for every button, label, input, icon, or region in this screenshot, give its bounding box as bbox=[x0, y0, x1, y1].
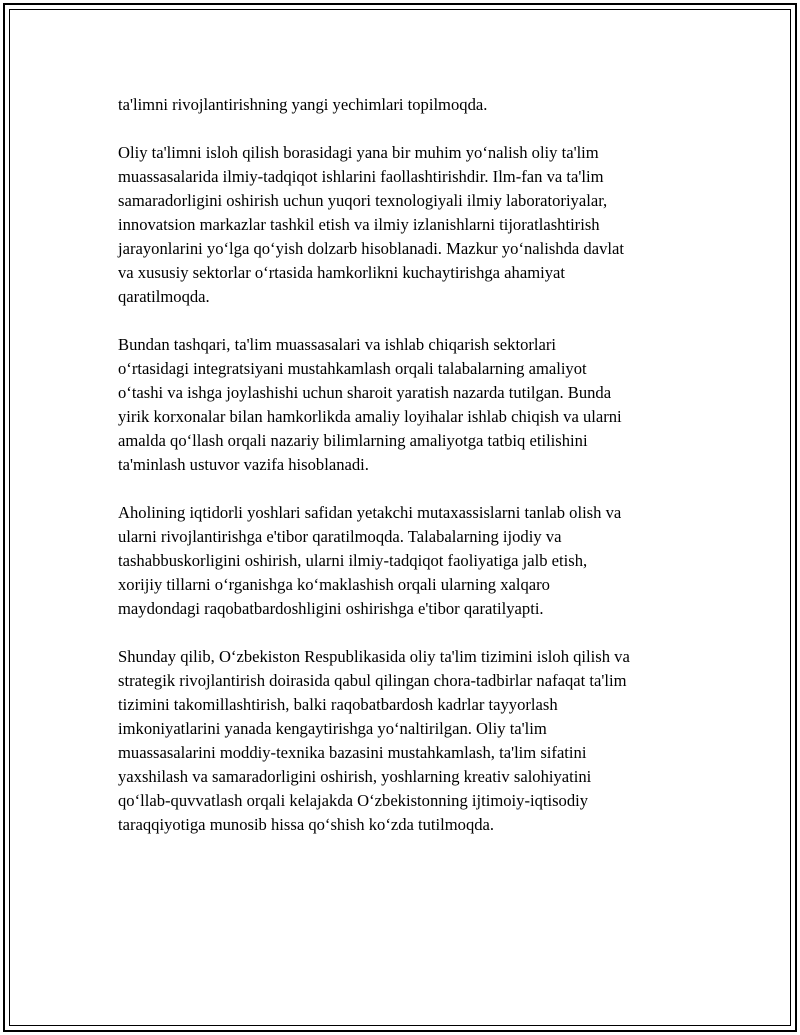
text-line: o‘rtasidagi integratsiyani mustahkamlash orqali talabalarning amaliyot bbox=[118, 359, 587, 378]
paragraph-2 bbox=[118, 141, 688, 309]
text-line: samaradorligini oshirish uchun yuqori texnologiyali ilmiy laboratoriyalar, bbox=[118, 191, 608, 210]
text-line: qo‘llab-quvvatlash orqali kelajakda O‘zbekistonning ijtimoiy-iqtisodiy bbox=[118, 791, 589, 810]
text-line: Bundan tashqari, ta'lim muassasalari va ishlab chiqarish sektorlari bbox=[118, 335, 557, 354]
text-line: va xususiy sektorlar o‘rtasida hamkorlikni kuchaytirishga ahamiyat bbox=[118, 263, 565, 282]
text-line: ularni rivojlantirishga e'tibor qaratilmoqda. Talabalarning ijodiy va bbox=[118, 527, 562, 546]
text-line: strategik rivojlantirish doirasida qabul qilingan chora-tadbirlar nafaqat ta'lim bbox=[118, 671, 627, 690]
paragraph-5 bbox=[118, 645, 688, 837]
text-line: taraqqiyotiga munosib hissa qo‘shish ko‘zda tutilmoqda. bbox=[118, 815, 495, 834]
text-line: Aholining iqtidorli yoshlari safidan yetakchi mutaxassislarni tanlab olish va bbox=[118, 503, 622, 522]
paragraph-3 bbox=[118, 333, 688, 477]
text-line: tizimini takomillashtirish, balki raqobatbardosh kadrlar tayyorlash bbox=[118, 695, 558, 714]
text-line: qaratilmoqda. bbox=[118, 287, 210, 306]
text-line: xorijiy tillarni o‘rganishga ko‘maklashish orqali ularning xalqaro bbox=[118, 575, 550, 594]
paragraph-4 bbox=[118, 501, 688, 621]
text-line: tashabbuskorligini oshirish, ularni ilmiy-tadqiqot faoliyatiga jalb etish, bbox=[118, 551, 588, 570]
text-line: ta'limni rivojlantirishning yangi yechimlari topilmoqda. bbox=[118, 95, 488, 114]
text-line: jarayonlarini yo‘lga qo‘yish dolzarb hisoblanadi. Mazkur yo‘nalishda davlat bbox=[118, 239, 624, 258]
document-body bbox=[118, 93, 688, 861]
text-line: Oliy ta'limni isloh qilish borasidagi yana bir muhim yo‘nalish oliy ta'lim bbox=[118, 143, 599, 162]
text-line: muassasalarida ilmiy-tadqiqot ishlarini faollashtirishdir. Ilm-fan va ta'lim bbox=[118, 167, 604, 186]
paragraph-1 bbox=[118, 93, 688, 117]
text-line: yirik korxonalar bilan hamkorlikda amaliy loyihalar ishlab chiqish va ularni bbox=[118, 407, 622, 426]
text-line: muassasalarini moddiy-texnika bazasini mustahkamlash, ta'lim sifatini bbox=[118, 743, 587, 762]
text-line: maydondagi raqobatbardoshligini oshirishga e'tibor qaratilyapti. bbox=[118, 599, 544, 618]
text-line: ta'minlash ustuvor vazifa hisoblanadi. bbox=[118, 455, 369, 474]
text-line: imkoniyatlarini yanada kengaytirishga yo‘naltirilgan. Oliy ta'lim bbox=[118, 719, 547, 738]
text-line: yaxshilash va samaradorligini oshirish, yoshlarning kreativ salohiyatini bbox=[118, 767, 592, 786]
text-line: Shunday qilib, O‘zbekiston Respublikasida oliy ta'lim tizimini isloh qilish va bbox=[118, 647, 630, 666]
text-line: innovatsion markazlar tashkil etish va ilmiy izlanishlarni tijoratlashtirish bbox=[118, 215, 600, 234]
text-line: o‘tashi va ishga joylashishi uchun sharoit yaratish nazarda tutilgan. Bunda bbox=[118, 383, 612, 402]
text-line: amalda qo‘llash orqali nazariy bilimlarning amaliyotga tatbiq etilishini bbox=[118, 431, 588, 450]
